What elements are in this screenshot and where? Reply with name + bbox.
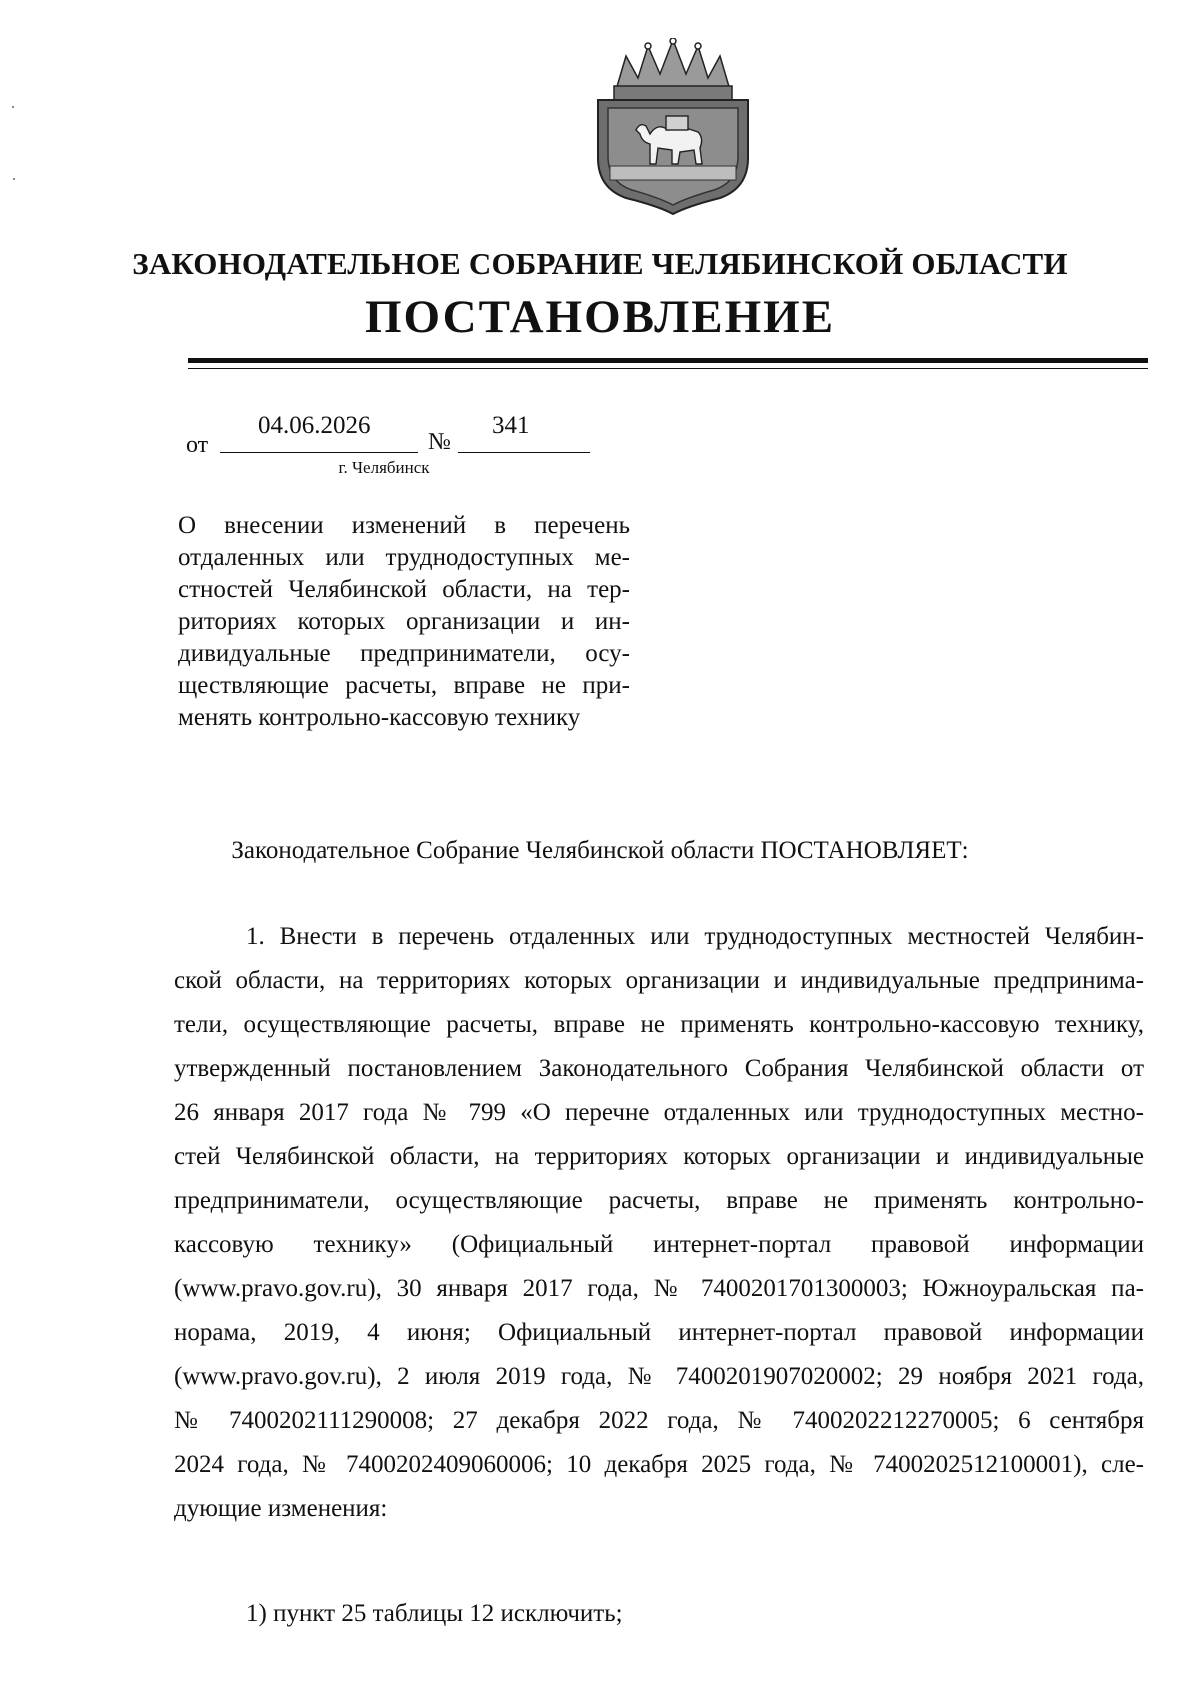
assembly-name: ЗАКОНОДАТЕЛЬНОЕ СОБРАНИЕ ЧЕЛЯБИНСКОЙ ОБЛАСТИ [132,246,1068,281]
subject-line: ществляющие расчеты, вправе не при- [178,672,630,699]
paragraph-line: утвержденный постановлением Законодательного Собрания Челябинской области от [174,1055,1144,1082]
header-divider-thick [188,358,1148,363]
scan-artifact [13,178,15,180]
paragraph-line: дующие изменения: [174,1495,388,1522]
date-label: от [186,432,209,458]
paragraph-line: 26 января 2017 года № 799 «О перечне отдаленных или труднодоступных местно- [174,1099,1144,1126]
city-label: г. Челябинск [338,458,430,477]
subject-line: отдаленных или труднодоступных ме- [178,544,630,571]
number-underline [458,452,590,453]
subject-line: стностей Челябинской области, на тер- [178,576,630,603]
paragraph-line: норама, 2019, 4 июня; Официальный интернет-портал правовой информации [174,1319,1144,1346]
date-value: 04.06.2026 [258,412,371,439]
document-subject [178,510,630,734]
paragraph-line: 2024 года, № 7400202409060006; 10 декабря 2025 года, № 7400202512100001), сле- [174,1451,1144,1478]
document-type: ПОСТАНОВЛЕНИЕ [364,291,836,343]
paragraph-1 [174,915,1144,1531]
list-item-1: 1) пункт 25 таблицы 12 исключить; [246,1600,623,1627]
paragraph-line: стей Челябинской области, на территориях которых организации и индивидуальные [174,1143,1144,1170]
paragraph-line: кассовую технику» (Официальный интернет-портал правовой информации [174,1231,1144,1258]
paragraph-line: (www.pravo.gov.ru), 30 января 2017 года, № 7400201701300003; Южноуральская па- [174,1275,1144,1302]
coat-of-arms-emblem [588,38,758,216]
paragraph-line: (www.pravo.gov.ru), 2 июля 2019 года, № 7400201907020002; 29 ноября 2021 года, [174,1363,1144,1390]
paragraph-line: ской области, на территориях которых организации и индивидуальные предпринима- [174,967,1144,994]
paragraph-line: № 7400202111290008; 27 декабря 2022 года, № 7400202212270005; 6 сентября [174,1407,1144,1434]
header-divider-thin [188,368,1148,369]
scan-artifact [12,106,14,108]
paragraph-line: предприниматели, осуществляющие расчеты, вправе не применять контрольно- [174,1187,1144,1214]
number-label: № [428,429,451,455]
paragraph-line: 1. Внести в перечень отдаленных или труднодоступных местностей Челябин- [246,923,1144,950]
subject-line: О внесении изменений в перечень [178,512,630,539]
subject-line: риториях которых организации и ин- [178,608,630,635]
preamble: Законодательное Собрание Челябинской области ПОСТАНОВЛЯЕТ: [231,837,969,864]
subject-line: дивидуальные предприниматели, осу- [178,640,630,667]
paragraph-line: тели, осуществляющие расчеты, вправе не применять контрольно-кассовую технику, [174,1011,1144,1038]
subject-line: менять контрольно-кассовую технику [178,704,581,731]
date-underline [220,452,418,453]
crown-icon [614,38,732,100]
number-value: 341 [492,412,530,439]
